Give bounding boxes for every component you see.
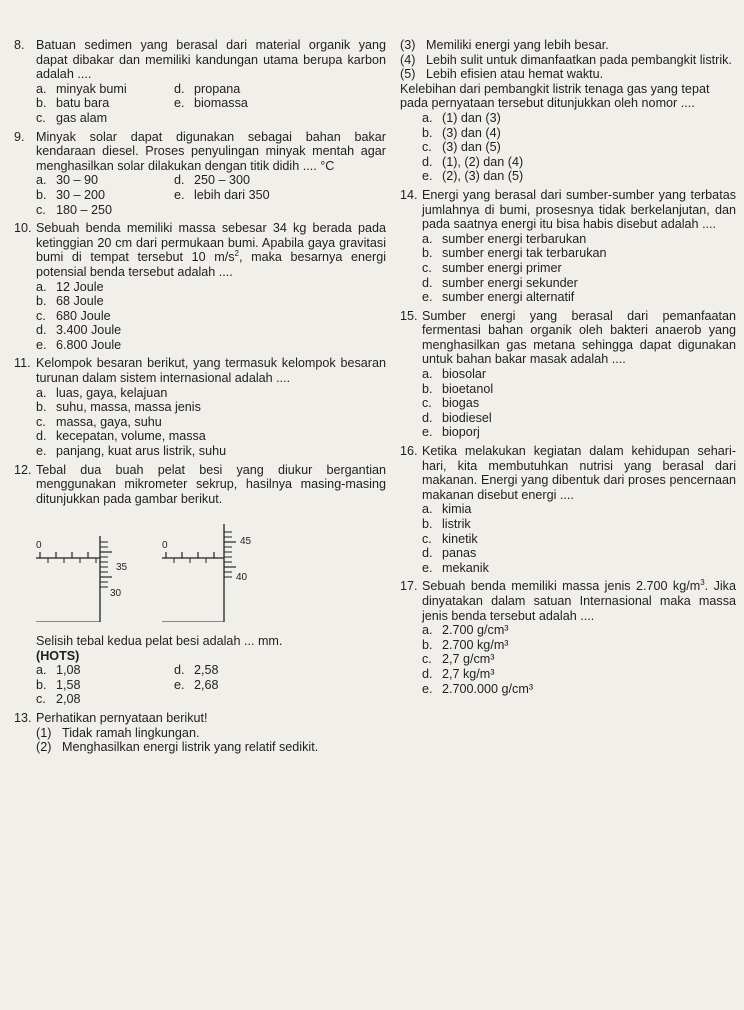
options (14, 280, 386, 353)
option-a[interactable]: a. 12 Joule (36, 279, 104, 294)
question-text: Kelebihan dari pembangkit listrik tenaga gas yang tepat pada pernyataan tersebut ditunjukkan oleh nomor .... (400, 81, 710, 111)
option-a[interactable]: a. 1,08 (36, 663, 81, 678)
statements (400, 38, 736, 82)
micrometer-1-thimble-bottom: 30 (110, 588, 122, 600)
statement-3: (3) Memiliki energi yang lebih besar. (400, 38, 609, 52)
option-a[interactable]: a. kimia (422, 502, 472, 517)
question-number: 9. (14, 129, 25, 144)
option-d[interactable]: d. 2,7 kg/m³ (422, 666, 495, 681)
option-d[interactable]: d. panas (422, 546, 477, 561)
option-c[interactable]: c. gas alam (36, 110, 108, 125)
option-c[interactable]: c. massa, gaya, suhu (36, 414, 162, 429)
option-c[interactable]: c. sumber energi primer (422, 260, 562, 275)
question-11 (14, 356, 386, 458)
question-17 (400, 579, 736, 696)
option-e[interactable]: e. 6.800 Joule (36, 337, 122, 352)
left-column (14, 38, 386, 759)
micrometer-2-thimble-bottom: 40 (236, 572, 248, 584)
question-13-continued (400, 38, 736, 184)
option-e[interactable]: e. lebih dari 350 (174, 187, 270, 202)
option-d[interactable]: d. (1), (2) dan (4) (422, 154, 524, 169)
option-b[interactable]: b. 68 Joule (36, 294, 104, 309)
options (14, 173, 386, 217)
statement-1: (1) Tidak ramah lingkungan. (36, 725, 200, 740)
options (14, 82, 386, 126)
option-e[interactable]: e. mekanik (422, 560, 489, 575)
question-number: 15. (400, 308, 418, 323)
option-e[interactable]: e. bioporj (422, 425, 480, 440)
option-e[interactable]: e. (2), (3) dan (5) (422, 169, 524, 184)
question-13 (14, 711, 386, 755)
question-text: Energi yang berasal dari sumber-sumber yang terbatas jumlahnya di bumi, prosesnya tidak berkelanjutan, dan pada saatnya energi itu bisa habis disebut adalah .... (422, 187, 736, 232)
statement-4: (4) Lebih sulit untuk dimanfaatkan pada pembangkit listrik. (400, 52, 732, 67)
option-b[interactable]: b. 2.700 kg/m³ (422, 637, 509, 652)
option-a[interactable]: a. luas, gaya, kelajuan (36, 385, 168, 400)
question-text: Sebuah benda memiliki massa jenis 2.700 $kg/m^3$. Jika dinyatakan dalam satuan Internasional maka massa jenis benda tersebut adalah .... (422, 578, 736, 623)
question-number: 12. (14, 462, 32, 477)
option-d[interactable]: d. propana (174, 81, 241, 96)
question-number: 8. (14, 38, 25, 52)
question-14 (400, 188, 736, 305)
question-number: 17. (400, 579, 418, 594)
micrometer-2-thimble-top: 45 (240, 536, 252, 548)
option-b[interactable]: b. 30 – 200 (36, 187, 106, 202)
statement-2: (2) Menghasilkan energi listrik yang relatif sedikit. (36, 740, 319, 755)
micrometer-1 (36, 536, 128, 622)
option-e[interactable]: e. 2.700.000 g/cm³ (422, 681, 534, 696)
option-a[interactable]: a. sumber energi terbarukan (422, 231, 587, 246)
question-number: 16. (400, 444, 418, 459)
option-c[interactable]: c. 180 – 250 (36, 202, 113, 217)
option-c[interactable]: c. (3) dan (5) (422, 140, 501, 155)
question-number: 11. (14, 356, 31, 371)
question-9 (14, 130, 386, 218)
option-b[interactable]: b. listrik (422, 517, 471, 531)
question-text: Perhatikan pernyataan berikut! (36, 710, 208, 725)
option-d[interactable]: d. 250 – 300 (174, 173, 251, 188)
option-a[interactable]: a. 2.700 g/cm³ (422, 623, 509, 638)
question-text-2: Selisih tebal kedua pelat besi adalah ... mm. (36, 634, 283, 648)
statement-5: (5) Lebih efisien atau hemat waktu. (400, 67, 604, 82)
option-d[interactable]: d. biodiesel (422, 410, 492, 425)
question-text: Batuan sedimen yang berasal dari material organik yang dapat dibakar dan memiliki kandungan utama berupa karbon adalah .... (36, 38, 386, 82)
options (400, 367, 736, 440)
micrometer-figure (14, 510, 386, 626)
micrometer-2 (162, 524, 252, 622)
question-8 (14, 38, 386, 126)
question-text: Sebuah benda memiliki massa sebesar 34 kg berada pada ketinggian 20 cm dari permukaan bumi. Apabila gaya gravitasi bumi di tempat tersebut 10 $m/s^2$, maka besarnya energi potensial benda tersebut adalah .... (36, 221, 386, 279)
options (14, 386, 386, 459)
option-b[interactable]: b. batu bara (36, 96, 110, 111)
question-text: Sumber energi yang berasal dari pemanfaatan fermentasi bahan organik oleh bakteri anaerob yang menghasilkan gas metana sehingga dapat digunakan untuk bahan bakar masak adalah .... (422, 308, 736, 367)
right-column (400, 38, 736, 700)
option-c[interactable]: c. 2,7 g/cm³ (422, 652, 495, 667)
option-d[interactable]: d. 2,58 (174, 663, 219, 678)
option-b[interactable]: b. bioetanol (422, 381, 494, 396)
option-b[interactable]: b. suhu, massa, massa jenis (36, 400, 201, 415)
question-12 (14, 463, 386, 707)
option-d[interactable]: d. 3.400 Joule (36, 323, 122, 338)
question-text: Tebal dua buah pelat besi yang diukur bergantian menggunakan mikrometer sekrup, hasilnya masing-masing ditunjukkan pada gambar berikut. (36, 462, 386, 506)
micrometer-1-thimble-top: 35 (116, 562, 128, 574)
option-d[interactable]: d. sumber energi sekunder (422, 275, 578, 290)
question-text: Minyak solar dapat digunakan sebagai bahan bakar kendaraan diesel. Proses penyulingan minyak mentah agar menghasilkan solar dilakukan dengan titik didih .... °C (36, 129, 386, 173)
options (400, 111, 736, 184)
options (400, 623, 736, 696)
option-e[interactable]: e. sumber energi alternatif (422, 290, 575, 305)
question-text: Ketika melakukan kegiatan dalam kehidupan sehari-hari, kita membutuhkan nutrisi yang berasal dari makanan. Energi yang dibentuk dari proses pencernaan makanan disebut energi .... (422, 444, 736, 502)
question-number: 10. (14, 221, 32, 236)
option-d[interactable]: d. kecepatan, volume, massa (36, 429, 206, 444)
question-10 (14, 221, 386, 352)
question-15 (400, 309, 736, 440)
options (400, 502, 736, 575)
options (400, 232, 736, 305)
option-a[interactable]: a. biosolar (422, 367, 487, 382)
option-c[interactable]: c. kinetik (422, 531, 478, 546)
option-e[interactable]: e. 2,68 (174, 677, 219, 692)
statements (14, 726, 386, 755)
option-e[interactable]: e. biomassa (174, 96, 248, 111)
question-number: 13. (14, 710, 32, 725)
option-b[interactable]: b. sumber energi tak terbarukan (422, 246, 607, 261)
option-b[interactable]: b. 1,58 (36, 677, 81, 692)
option-c[interactable]: c. 680 Joule (36, 308, 111, 323)
option-e[interactable]: e. panjang, kuat arus listrik, suhu (36, 444, 227, 459)
micrometer-diagram (36, 510, 346, 622)
micrometer-1-zero: 0 (36, 540, 42, 552)
micrometer-2-zero: 0 (162, 540, 168, 552)
option-c[interactable]: c. biogas (422, 396, 480, 411)
hots-label: (HOTS) (36, 648, 80, 663)
option-a[interactable]: a. minyak bumi (36, 81, 127, 96)
option-b[interactable]: b. (3) dan (4) (422, 125, 501, 140)
option-c[interactable]: c. 2,08 (36, 692, 81, 707)
option-a[interactable]: a. 30 – 90 (36, 173, 99, 188)
question-number: 14. (400, 187, 418, 202)
option-a[interactable]: a. (1) dan (3) (422, 110, 501, 125)
question-16 (400, 444, 736, 575)
options (14, 663, 386, 707)
question-text: Kelompok besaran berikut, yang termasuk kelompok besaran turunan dalam sistem internasional adalah .... (36, 356, 386, 386)
